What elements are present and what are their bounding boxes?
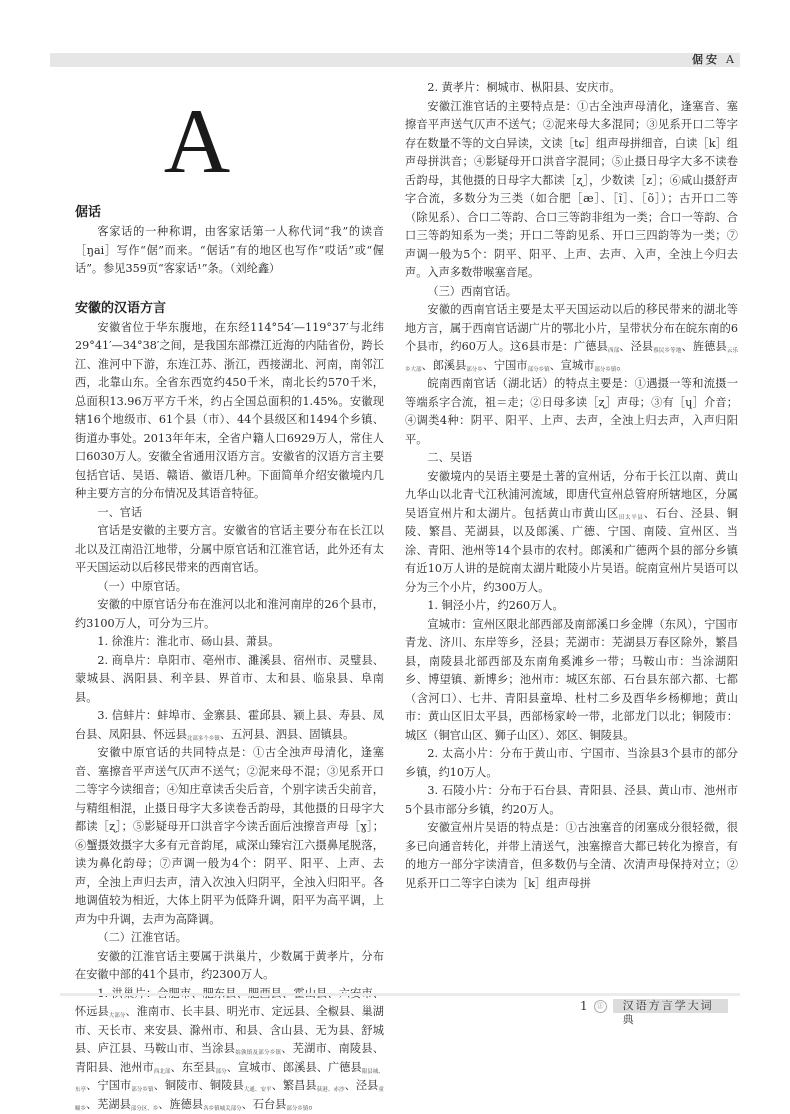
entry-paragraph: 安徽的江淮官话主要属于洪巢片，少数属于黄孝片，分布在安徽中部的41个县市，约2300万人。: [75, 948, 384, 985]
list-item: 2. 商阜片：阜阳市、亳州市、濉溪县、宿州市、灵璧县、蒙城县、涡阳县、利辛县、界首市、太和县、临泉县、阜南县。: [75, 652, 384, 708]
text-run: 、宣城市: [550, 359, 595, 372]
entry-paragraph: 安徽中原官话的共同特点是：①古全浊声母清化，逢塞音、塞擦音平声送气仄声不送气；②泥来母不混；③见系开口二等字今读细音；④知庄章读舌尖后音，个别字读舌尖前音，与精组相混，止摄日母字大多读卷舌韵母，其他摄的日母字大都读［ʐ］；⑤影疑母开口洪音字今读舌面后浊擦音声母［ɣ］；⑥蟹摄效摄字大多有元音韵尾，咸深山臻宕江六摄鼻尾脱落，读为鼻化韵母；⑦声调一般为4个：阴平、阳平、上声、去声，全浊上声归去声，清入次浊入归阴平，全浊入归阳平。各地调值较为相近，大体上阴平为低降升调，阳平为高平调，上声为中升调，去声为高降调。: [75, 744, 384, 929]
list-item: 2. 黄孝片：桐城市、枞阳县、安庆市。: [405, 79, 738, 98]
publisher-logo-icon: ㊣: [594, 1000, 607, 1013]
entry-paragraph: [405, 301, 738, 375]
text-run: 3. 信蚌片：蚌埠市、金寨县、霍邱县、颍上县、寿县、凤台县、凤阳县、怀远县: [75, 709, 384, 741]
annotation-subscript: 西部: [608, 348, 619, 354]
running-header-bar: [50, 53, 740, 67]
entry-paragraph: 皖南西南官话（湖北话）的特点主要是：①遇摄一等和流摄一等端系字合流，祖＝走；②日母多读［ʐ］声母；③有［ɥ］介音；④调类4种：阴平、阳平、上声、去声，全浊上归去声，入声归阳平。: [405, 375, 738, 449]
annotation-subscript: 旧太平县: [619, 515, 644, 521]
annotation-subscript: 部分乡镇: [286, 1106, 308, 1112]
subsection-heading: （一）中原官话。: [75, 578, 384, 597]
annotation-subscript: 部分区、乡: [131, 1106, 159, 1112]
annotation-subscript: 北部多个乡镇: [187, 736, 220, 742]
annotation-subscript: 部分乡: [466, 367, 483, 373]
text-run: 。: [616, 359, 627, 372]
entry-paragraph: 安徽省位于华东腹地，在东经114°54′—119°37′与北纬29°41′—34°38′之间，是我国东部襟江近海的内陆省份，跨长江、淮河中下游，东连江苏、浙江，西接湖北、河南，南邻江西，北靠山东。全省东西宽约450千米，南北长约570千米，总面积13.96万平方千米，约占全国总面积的1.45%。安徽现辖16个地级市、61个县（市）、44个县级区和1494个乡镇、街道办事处。2013年年末，全省户籍人口6929万人，常住人口6030万人。安徽全省通用汉语方言。安徽省的汉语方言主要包括官话、吴语、赣语、徽语几种。下面简单介绍安徽境内几种主要方言的分布情况及其语音特征。: [75, 319, 384, 504]
text-run: 、繁昌县: [272, 1079, 317, 1092]
text-run: 、石台县: [242, 1098, 287, 1111]
section-letter: A: [726, 53, 734, 66]
text-run: 安徽的西南官话主要是太平天国运动以后的移民带来的湖北等地方言，属于西南官话湖广片的鄂北小片，呈带状分布在皖东南的6个县市，约60万人。这6县市是：广德县: [405, 303, 738, 353]
list-item: 1. 铜泾小片，约260万人。: [405, 597, 738, 616]
footer-rule: [60, 993, 740, 996]
page-footer: [580, 999, 728, 1013]
list-item: [75, 985, 384, 1114]
annotation-subscript: 部分: [216, 1069, 227, 1075]
entry-gap: [75, 279, 384, 299]
entry-paragraph: 官话是安徽的主要方言。安徽省的官话主要分布在长江以北以及江南沿江地带，分属中原官话和江淮官话，此外还有太平天国运动以后移民带来的西南官话。: [75, 522, 384, 578]
section-big-letter: A: [132, 95, 262, 187]
text-run: 、宁国市: [86, 1079, 131, 1092]
text-run: 、郎溪县: [422, 359, 467, 372]
text-run: 、铜陵市、铜陵县: [154, 1079, 244, 1092]
list-item: 2. 太高小片：分布于黄山市、宁国市、当涂县3个县市的部分乡镇，约10万人。: [405, 745, 738, 782]
annotation-subscript: 大部分: [109, 1013, 126, 1019]
text-run: 、淮南市、长丰县、明光市、定远县、全椒县、巢湖市、天长市、来安县、滁州市、和县、含山县、无为县、舒城县、庐江县、马鞍山市、当涂县: [75, 1005, 384, 1055]
text-run: 、旌德县: [681, 340, 726, 353]
left-column: [75, 203, 384, 1114]
annotation-subscript: 蔡民乡等地: [653, 348, 681, 354]
section-heading: 一、官话: [75, 504, 384, 523]
text-run: 怀远县: [75, 987, 384, 1019]
annotation-subscript: 各乡镇城关部分: [203, 1106, 242, 1112]
entry-title: 倨话: [75, 203, 384, 223]
text-run: 、泾县: [619, 340, 653, 353]
annotation-subscript: 西北部: [154, 1069, 171, 1075]
entry-paragraph: 安徽江淮官话的主要特点是：①古全浊声母清化，逢塞音、塞擦音平声送气仄声不送气；②泥来母大多混同；③见系开口二等字存在数量不等的文白异读，文读［tɕ］组声母拼细音，白读［k］组声母拼洪音；④影疑母开口洪音字混同；⑤止摄日母字大多不读卷舌韵母，其他摄的日母字大都读［ʐ］，少数读［z］；⑥咸山摄舒声字合流，多数分为三类（如合肥［æ］、［ĩ］、［õ］）；古开口二等（除见系）、合口二等韵、合口三等韵非组为一类；合口一等韵、合口三等韵知系为一类；开口二等韵见系、开口三四韵等为一类；⑦声调一般为5个：阴平、阳平、上声、去声、入声，全浊上今归去声。入声多数带喉塞音尾。: [405, 98, 738, 283]
subsection-heading: （二）江淮官话。: [75, 929, 384, 948]
right-column: [405, 79, 738, 893]
entry-title: 安徽的汉语方言: [75, 299, 384, 319]
book-title: 汉语方言学大词典: [613, 999, 728, 1013]
text-run: 、五河县、泗县、固镇县。: [220, 728, 354, 741]
annotation-subscript: 部分乡镇: [131, 1087, 153, 1093]
annotation-subscript: 限县城、东亭: [75, 1069, 384, 1094]
text-run: 。: [308, 1098, 319, 1111]
text-run: 、宣城市、郎溪县、广德县: [227, 1061, 362, 1074]
entry-paragraph: 安徽的中原官话分布在淮河以北和淮河南岸的26个县市，约3100万人，可分为三片。: [75, 596, 384, 633]
entry-paragraph: 宣城市：宣州区限北部西部及南部溪口乡金牌（东风），宁国市青龙、济川、东岸等乡，泾县；芜湖市：芜湖县万春区除外，繁昌县，南陵县北部西部及东南角奚滩乡一带；马鞍山市：当涂湖阳乡、博望镇、新博乡；池州市：城区东部、石台县东部六都、七都（含河口）、七井、青阳县童埠、杜村二乡及酉华乡杨柳地；黄山市：黄山区旧太平县，西部杨家岭一带，北部龙门以北；铜陵市：城区（铜官山区、狮子山区）、郊区、铜陵县。: [405, 616, 738, 746]
list-item: [75, 707, 384, 744]
annotation-subscript: 云乐乡大部: [405, 348, 738, 373]
text-run: 、芜湖市、南陵县、青阳县、池州市: [75, 1042, 384, 1074]
text-run: 、宁国市: [483, 359, 528, 372]
running-header: [692, 53, 734, 67]
text-run: 、旌德县: [158, 1098, 203, 1111]
text-run: 、芜湖县: [86, 1098, 131, 1111]
annotation-subscript: 大通、安平: [244, 1087, 272, 1093]
page-number: 1: [580, 999, 588, 1013]
entry-paragraph: 客家话的一种称谓，由客家话第一人称代词“我”的读音［ŋai］写作“倨”而来。“倨话”有的地区也写作“哎话”或“偓话”。参见359页“客家话¹”条。（刘纶鑫）: [75, 223, 384, 279]
running-title: 倨安: [692, 53, 720, 66]
text-run: 、泾县: [345, 1079, 379, 1092]
list-item: 3. 石陵小片：分布于石台县、青阳县、泾县、黄山市、池州市5个县市部分乡镇，约20万人。: [405, 782, 738, 819]
subsection-heading: （三）西南官话。: [405, 283, 738, 302]
text-run: 、石台、泾县、铜陵、繁昌、芜湖县，以及郎溪、广德、宁国、南陵、宣州区、当涂、青阳、池州等14个县市的农村。郎溪和广德两个县的部分乡镇有近10万人讲的是皖南太湖片毗陵小片吴语。皖南宣州片吴语可以分为三个小片，约300万人。: [405, 507, 738, 594]
entry-paragraph: 安徽宣州片吴语的特点是：①古浊塞音的闭塞成分很轻微，很多已向通音转化，并带上清送气，浊塞擦音大都已转化为擦音，有的地方一部分字读清音，但多数仍与全清、次清声母保持对立；②见系开口二等字白读为［k］组声母拼: [405, 819, 738, 893]
annotation-subscript: 部分乡镇: [594, 367, 616, 373]
text-run: 、东至县: [171, 1061, 216, 1074]
list-item: 1. 徐淮片：淮北市、砀山县、萧县。: [75, 633, 384, 652]
annotation-subscript: 童疃乡: [75, 1087, 384, 1112]
annotation-subscript: 部分乡镇: [528, 367, 550, 373]
annotation-subscript: 荻港、赤沙: [317, 1087, 345, 1093]
entry-paragraph: [405, 468, 738, 598]
section-heading: 二、吴语: [405, 449, 738, 468]
annotation-subscript: 姑孰镇及部分乡镇: [235, 1050, 281, 1056]
text-run: 安徽境内的吴语主要是土著的宣州话，分布于长江以南、黄山九华山以北青弋江秋浦河流域，即唐代宣州总管府所辖地区，分属吴语宣州片和太湖片。包括黄山市黄山区: [405, 470, 738, 520]
